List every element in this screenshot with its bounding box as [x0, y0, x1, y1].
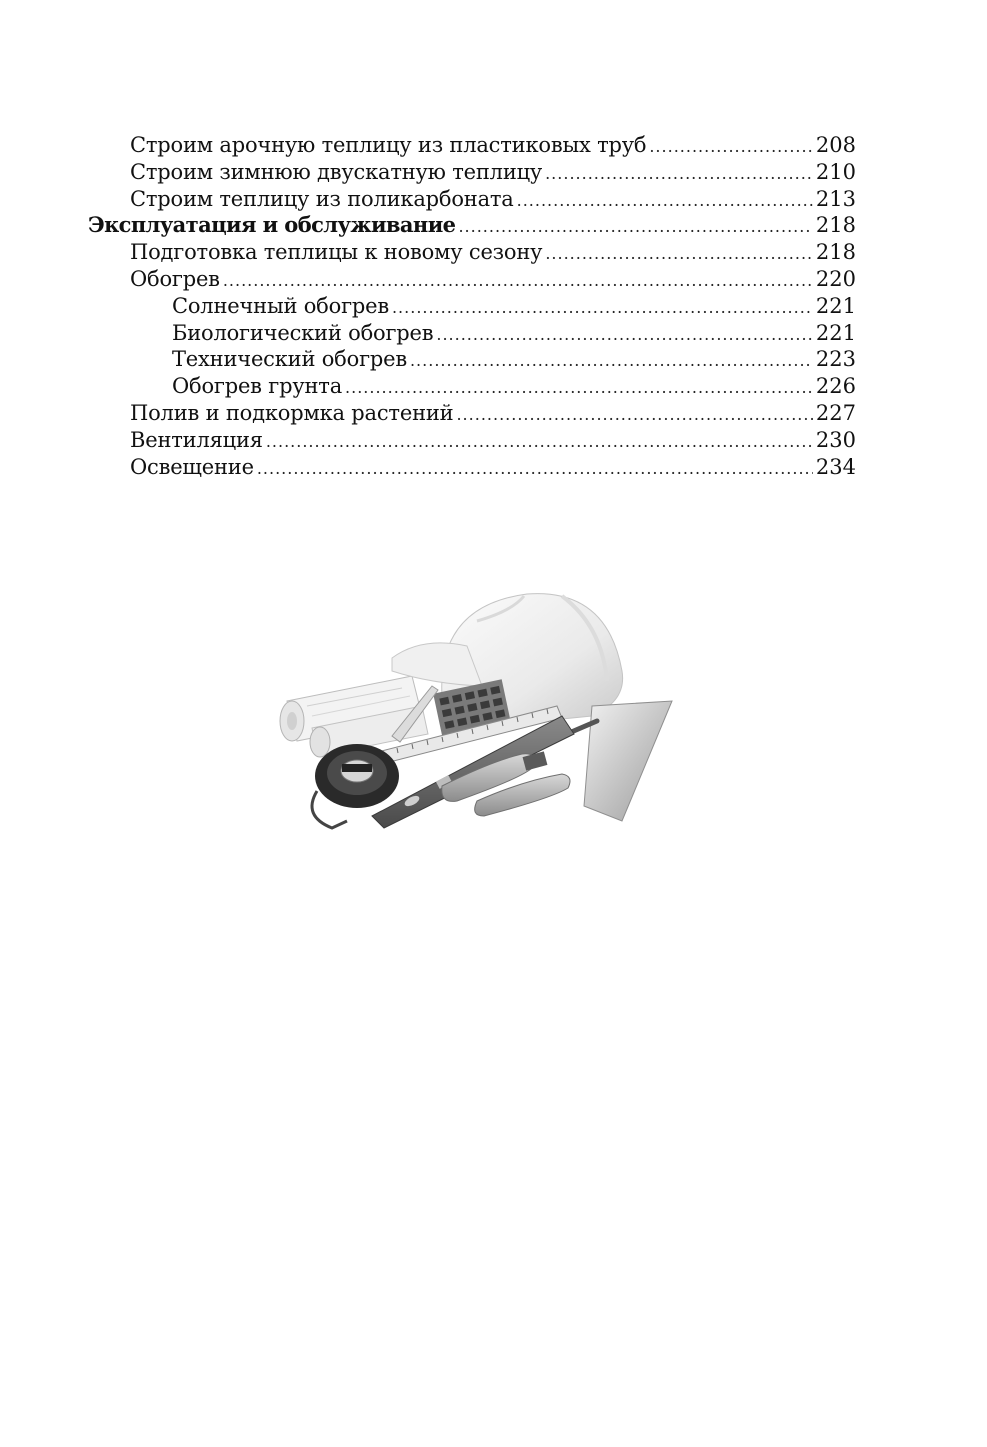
toc-leader-dots [649, 134, 813, 161]
toc-entry-page: 221 [815, 293, 856, 318]
toc-entry-title: Строим теплицу из поликарбоната [130, 186, 514, 211]
toc-entry[interactable] [88, 239, 856, 266]
toc-subentry[interactable] [88, 293, 856, 320]
construction-tools-illustration [262, 566, 682, 836]
toc-entry[interactable] [88, 132, 856, 159]
toc-entry-page: 234 [815, 454, 856, 479]
toc-entry-page: 227 [815, 400, 856, 425]
toc-entry-title: Обогрев грунта [172, 374, 343, 399]
toc-leader-dots [545, 241, 813, 268]
toc-entry-page: 210 [815, 159, 856, 184]
toc-leader-dots [456, 402, 812, 429]
toc-entry[interactable] [88, 186, 856, 213]
toc-entry-title: Солнечный обогрев [172, 293, 389, 318]
toc-entry[interactable] [88, 266, 856, 293]
toc-entry-page: 221 [815, 320, 856, 345]
toc-entry-title: Освещение [130, 454, 254, 479]
toc-entry-title: Вентиляция [130, 427, 263, 452]
toc-entry-page: 226 [815, 374, 856, 399]
toc-leader-dots [410, 348, 813, 375]
toc-entry-title: Эксплуатация и обслуживание [88, 212, 456, 238]
toc-subentry[interactable] [88, 320, 856, 347]
toc-entry-page: 220 [815, 266, 856, 291]
trowel-icon [562, 701, 672, 821]
toc-entry-title: Строим зимнюю двускатную теплицу [130, 159, 543, 184]
toc-entry[interactable] [88, 159, 856, 186]
toc-entry[interactable] [88, 400, 856, 427]
toc-entry-title: Строим арочную теплицу из пластиковых труб [130, 133, 647, 157]
toc-entry-page: 208 [815, 133, 856, 157]
toc-leader-dots [345, 375, 813, 402]
toc-leader-dots [517, 188, 813, 215]
toc-subentry[interactable] [88, 346, 856, 373]
toc-leader-dots [458, 214, 812, 241]
toc-leader-dots [545, 161, 813, 188]
toc-entry-title: Биологический обогрев [172, 320, 434, 345]
toc-leader-dots [392, 295, 813, 322]
toc-entry[interactable] [88, 454, 856, 481]
toc-entry-title: Технический обогрев [172, 347, 407, 372]
toc-entry-page: 213 [815, 186, 856, 211]
tool-handles [442, 751, 570, 816]
toc-entry-page: 230 [815, 427, 856, 452]
toc-leader-dots [436, 322, 813, 349]
toc-entry-page: 218 [815, 240, 856, 265]
toc-entry-title: Обогрев [130, 266, 220, 291]
toc-leader-dots [223, 268, 813, 295]
table-of-contents [88, 132, 856, 480]
toc-section-heading[interactable] [88, 212, 856, 239]
toc-subentry[interactable] [88, 373, 856, 400]
toc-entry-title: Подготовка теплицы к новому сезону [130, 240, 543, 265]
toc-leader-dots [257, 456, 813, 483]
toc-entry-page: 218 [815, 213, 856, 238]
toc-entry[interactable] [88, 427, 856, 454]
toc-entry-page: 223 [815, 347, 856, 372]
toc-leader-dots [266, 429, 813, 456]
toc-entry-title: Полив и подкормка растений [130, 400, 454, 425]
